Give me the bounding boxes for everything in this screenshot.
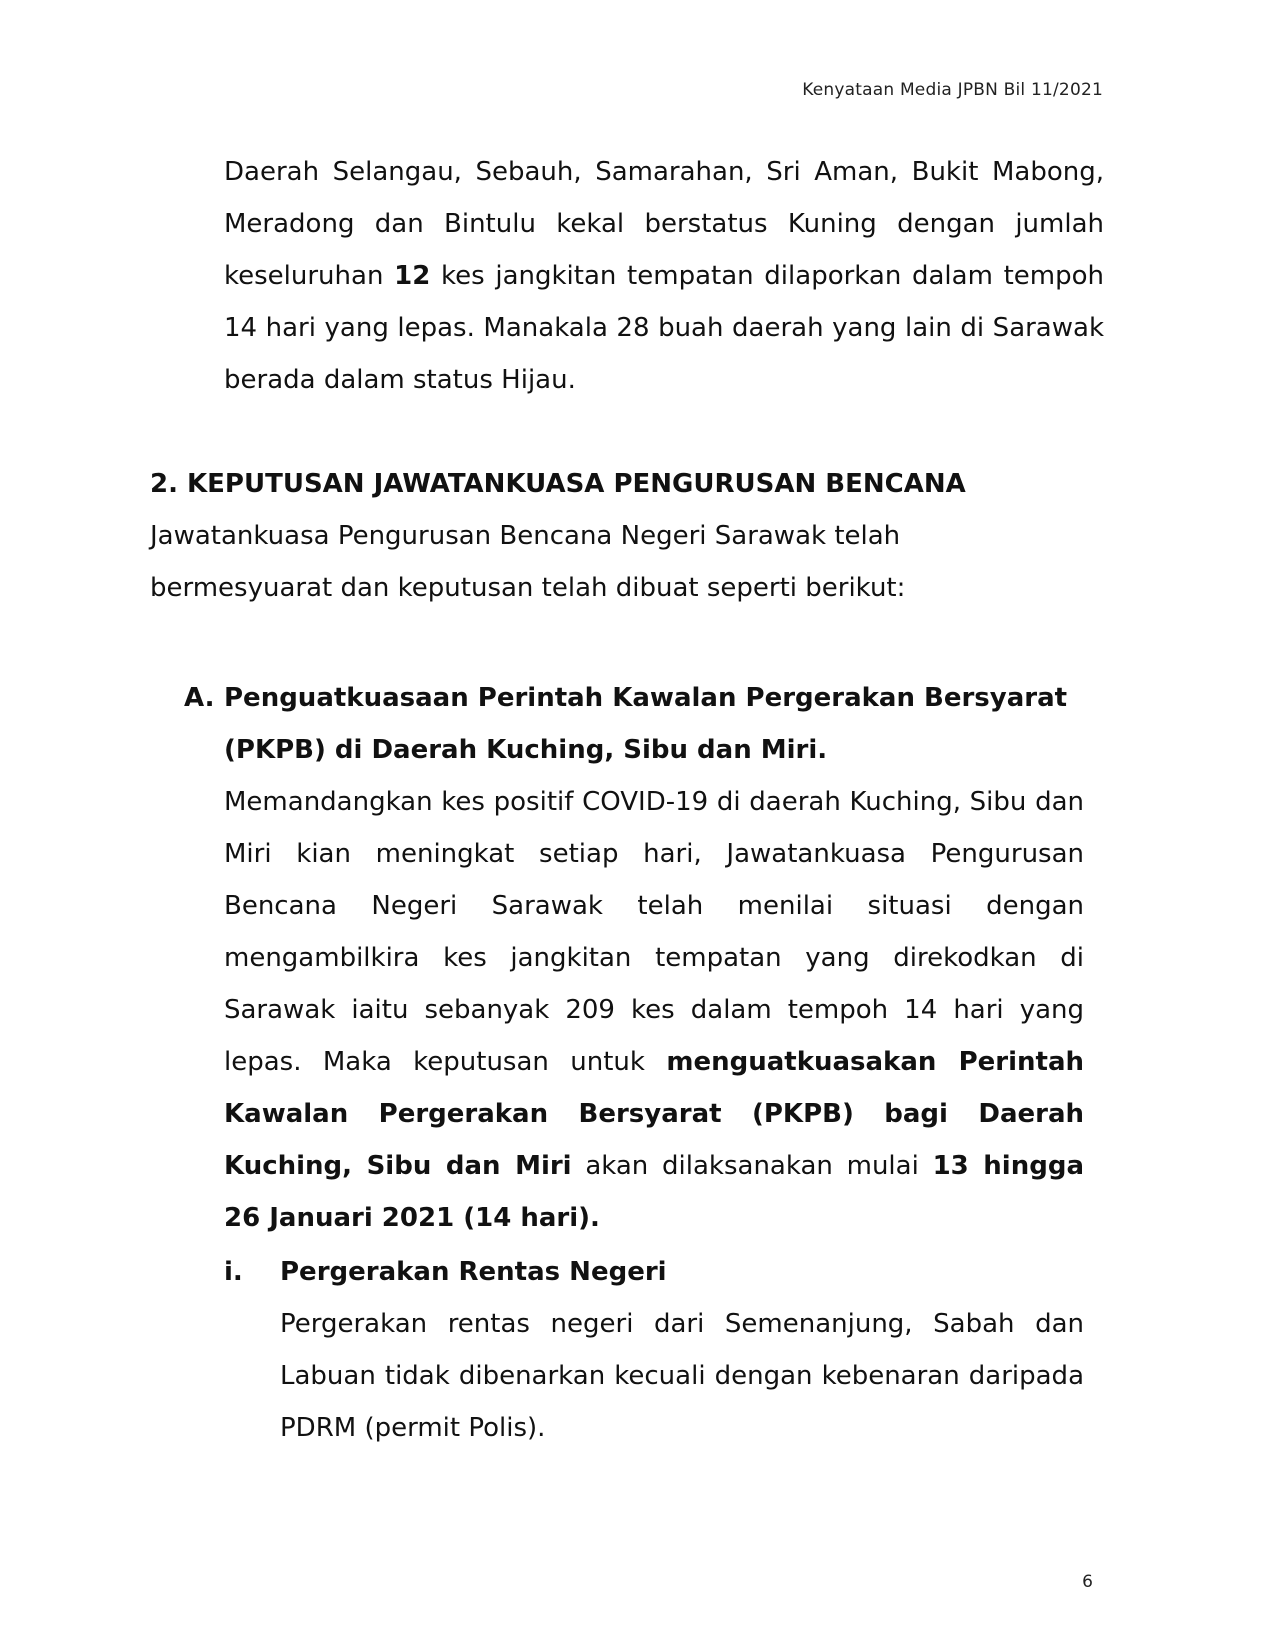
intro-text-part1: Daerah Selangau, Sebauh, Samarahan, Sri Aman, Bukit Mabong, Meradong dan Bintulu kekal berstatus Kuning dengan jumlah keseluruhan (224, 157, 1104, 291)
intro-text-part2: kes jangkitan tempatan dilaporkan dalam tempoh 14 hari yang lepas. Manakala 28 buah daerah yang lain di Sarawak berada dalam status Hijau. (224, 261, 1104, 395)
section-2-heading: 2. KEPUTUSAN JAWATANKUASA PENGURUSAN BENCANA (150, 469, 966, 499)
section-2-intro-text: Jawatankuasa Pengurusan Bencana Negeri Sarawak telah bermesyuarat dan keputusan telah dibuat seperti berikut: (150, 521, 906, 603)
section-2-intro (150, 510, 1080, 614)
subsection-a-body-bold1: menguatkuasakan Perintah Kawalan Pergerakan Bersyarat (PKPB) bagi Daerah Kuching, Sibu dan Miri (224, 1047, 1084, 1181)
subsection-a (184, 672, 1104, 1244)
subsection-i-label: i. (224, 1257, 243, 1287)
subsection-i (224, 1246, 1104, 1454)
intro-paragraph (224, 146, 1104, 406)
page-header: Kenyataan Media JPBN Bil 11/2021 (802, 80, 1103, 100)
subsection-a-heading: Penguatkuasaan Perintah Kawalan Pergerakan Bersyarat (PKPB) di Daerah Kuching, Sibu dan Miri. (224, 683, 1068, 765)
subsection-a-body-part2: akan dilaksanakan mulai (571, 1151, 933, 1181)
subsection-a-body-bold2: 13 hingga 26 Januari 2021 (14 hari). (224, 1151, 1084, 1233)
subsection-a-label: A. (184, 683, 215, 713)
subsection-a-body (224, 776, 1084, 1244)
subsection-a-body-part1: Memandangkan kes positif COVID-19 di daerah Kuching, Sibu dan Miri kian meningkat setiap hari, Jawatankuasa Pengurusan Bencana Negeri Sarawak telah menilai situasi dengan mengambilkira kes jangkitan tempatan yang direkodkan di Sarawak iaitu sebanyak 209 kes dalam tempoh 14 hari yang lepas. Maka keputusan untuk (224, 787, 1084, 1077)
subsection-i-heading: Pergerakan Rentas Negeri (280, 1257, 667, 1287)
page-number: 6 (1082, 1572, 1093, 1592)
intro-bold-count: 12 (394, 261, 431, 291)
subsection-i-body: Pergerakan rentas negeri dari Semenanjung, Sabah dan Labuan tidak dibenarkan kecuali dengan kebenaran daripada PDRM (permit Polis). (280, 1309, 1084, 1443)
